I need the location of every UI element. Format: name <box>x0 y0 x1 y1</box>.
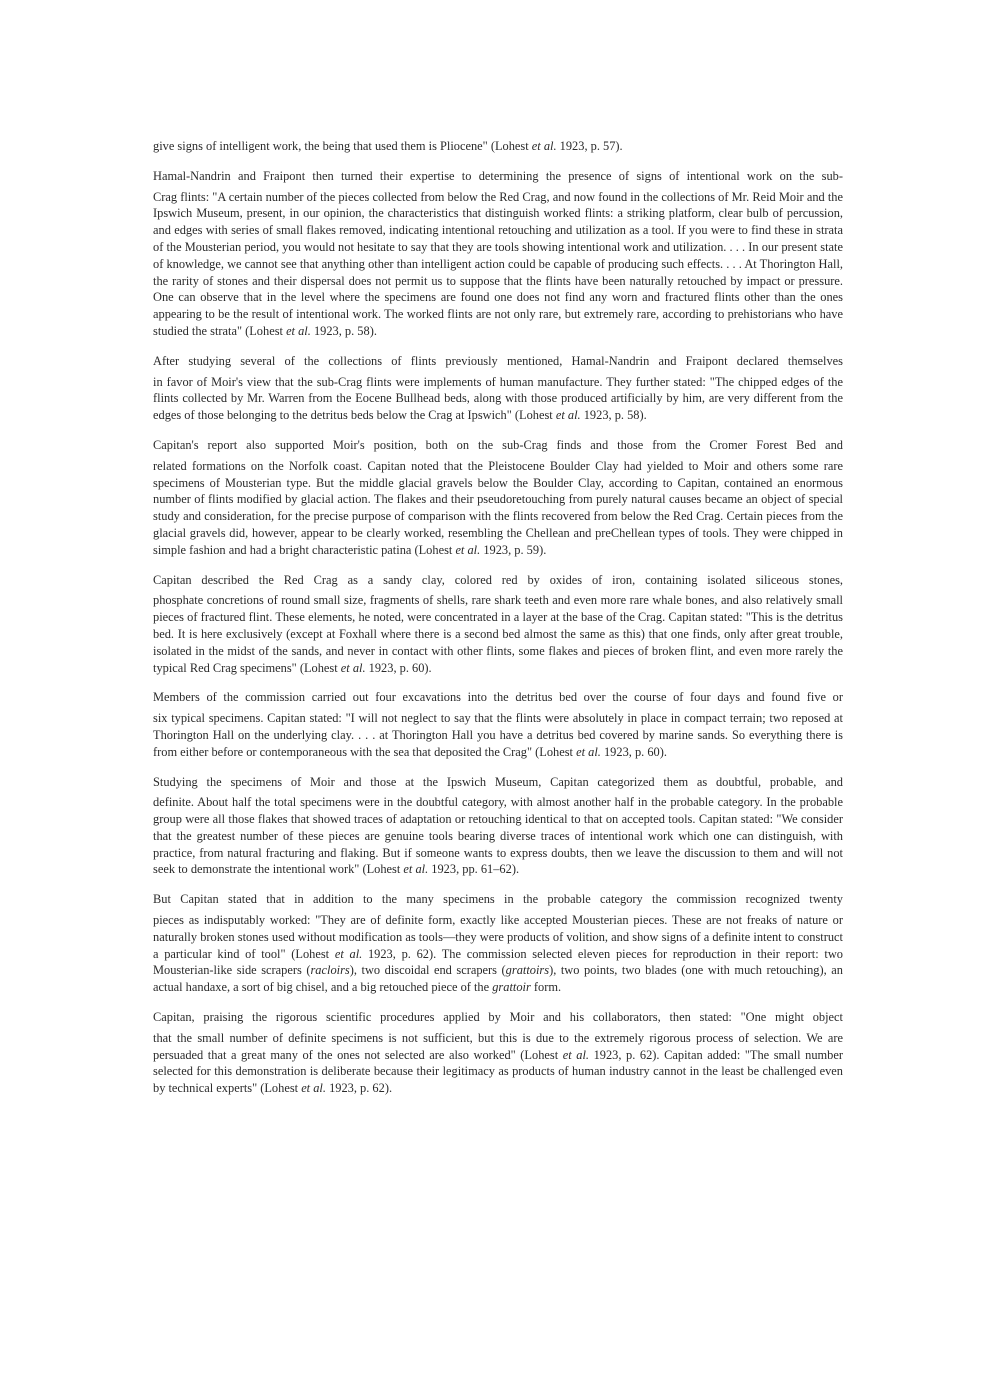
paragraph-first-line: After studying several of the collections of flints previously mentioned, Hamal-Nandrin and Fraipont declared themselves <box>153 353 843 368</box>
paragraph-collections-study <box>153 353 843 424</box>
paragraph-body: that the small number of definite specimens is not sufficient, but this is due to the extremely rigorous process of selection. We are persuaded that a great many of the ones not selected are also worked" (Lohest et al. 1923, p. 62). Capitan added: "The small number selected for this demonstration is deliberate because their legitimacy as products of human industry cannot in the least be challenged even by technical experts" (Lohest et al. 1923, p. 62). <box>153 1030 844 1096</box>
paragraph-excavations <box>153 689 843 760</box>
paragraph-body: Crag flints: "A certain number of the pieces collected from below the Red Crag, and now found in the collections of Mr. Reid Moir and the Ipswich Museum, present, in our opinion, the characteristics that distinguish worked flints: a striking platform, clear bulb of percussion, and edges with series of small flakes removed, indicating intentional retouching and utilization as a tool. If you were to find these in strata of the Mousterian period, you would not hesitate to say that they are tools showing intentional work and utilization. . . . In our present state of knowledge, we cannot see that anything other than intelligent action could be capable of producing such effects. . . . At Thorington Hall, the rarity of stones and their dispersal does not permit us to suppose that the flints have been naturally retouched by impact or pressure. One can observe that in the level where the specimens are found one does not find any worn and fractured flints other than the ones appearing to be the result of intentional work. The worked flints are not only rare, but extremely rare, according to prehistorians who have studied the strata" (Lohest et al. 1923, p. 58). <box>153 189 843 338</box>
paragraph-body: in favor of Moir's view that the sub-Crag flints were implements of human manufacture. They further stated: "The chipped edges of the flints collected by Mr. Warren from the Eocene Bullhead beds, along with those produced artificially by him, are very different from the edges of those belonging to the detritus beds below the Crag at Ipswich" (Lohest et al. 1923, p. 58). <box>153 374 843 423</box>
paragraph-body: related formations on the Norfolk coast. Capitan noted that the Pleistocene Boulder Clay had yielded to Moir and others some rare specimens of Mousterian type. But the middle glacial gravels below the Boulder Clay, according to Capitan, contained an enormous number of flints modified by glacial action. The flakes and their pseudoretouching from purely natural causes became an object of special study and consideration, for the precise purpose of comparison with the flints recovered from below the Red Crag. Certain pieces from the glacial gravels did, however, appear to be clearly worked, resembling the Chellean and preChellean types of tools. They were chipped in simple fashion and had a bright characteristic patina (Lohest et al. 1923, p. 59). <box>153 458 843 557</box>
paragraph-first-line: Capitan's report also supported Moir's position, both on the sub-Crag finds and those from the Cromer Forest Bed and <box>153 437 843 452</box>
paragraph-capitan-report <box>153 437 843 559</box>
paragraph-body: six typical specimens. Capitan stated: "I will not neglect to say that the flints were absolutely in place in compact terrain; two reposed at Thorington Hall on the underlying clay. . . . at Thorington Hall you have a detritus bed covered by marine sands. So everything there is from either before or contemporaneous with the sea that deposited the Crag" (Lohest et al. 1923, p. 60). <box>153 711 843 759</box>
paragraph-continuation <box>153 138 843 155</box>
paragraph-specimen-categories <box>153 774 843 879</box>
paragraph-rigorous-procedures <box>153 1009 843 1097</box>
paragraph-first-line: But Capitan stated that in addition to the many specimens in the probable category the commission recognized twenty <box>153 892 843 907</box>
paragraph-first-line: Capitan, praising the rigorous scientific procedures applied by Moir and his collaborators, then stated: "One might object <box>153 1010 843 1025</box>
paragraph-hamal-nandrin-fraipont <box>153 168 843 340</box>
paragraph-body: definite. About half the total specimens were in the doubtful category, with almost another half in the probable category. In the probable group were all those flakes that showed traces of adaptation or retouching identical to that on accepted tools. Capitan stated: "We consider that the greatest number of these pieces are genuine tools bearing diverse traces of intentional work which one can distinguish, with practice, from natural fracturing and flaking. But if someone wants to express doubts, then we leave the discussion to them and will not seek to demonstrate the intentional work" (Lohest et al. 1923, pp. 61–62). <box>153 795 843 877</box>
document-page <box>153 138 843 1110</box>
paragraph-first-line: give signs of intelligent work, the being that used them is Pliocene" (Lohest et al. 1923, p. 57). <box>153 139 623 153</box>
paragraph-first-line: Studying the specimens of Moir and those at the Ipswich Museum, Capitan categorized them as doubtful, probable, and <box>153 774 843 789</box>
paragraph-body: phosphate concretions of round small size, fragments of shells, rare shark teeth and even more rare whale bones, and also relatively small pieces of fractured flint. These elements, he noted, were concentrated in a layer at the base of the Crag. Capitan stated: "This is the detritus bed. It is here exclusively (except at Foxhall where there is a second bed almost the same as this) that one finds, only after great trouble, isolated in the midst of the sands, and never in contact with other flints, some flakes and pieces of broken flint, and even more rarely the typical Red Crag specimens" (Lohest et al. 1923, p. 60). <box>153 593 843 675</box>
paragraph-first-line: Capitan described the Red Crag as a sandy clay, colored red by oxides of iron, containing isolated siliceous stones, <box>153 572 843 587</box>
paragraph-first-line: Members of the commission carried out four excavations into the detritus bed over the course of four days and found five or <box>153 690 843 705</box>
paragraph-red-crag-description <box>153 572 843 677</box>
paragraph-twenty-pieces <box>153 891 843 996</box>
paragraph-body: pieces as indisputably worked: "They are of definite form, exactly like accepted Mousterian pieces. These are not freaks of nature or naturally broken stones used without modification as tools—they were products of volition, and show signs of a definite intent to construct a particular kind of tool" (Lohest et al. 1923, p. 62). The commission selected eleven pieces for reproduction in their report: two Mousterian-like side scrapers (racloirs), two discoidal end scrapers (grattoirs), two points, two blades (one with much retouching), an actual handaxe, a sort of big chisel, and a big retouched piece of the grattoir form. <box>153 913 843 995</box>
paragraph-first-line: Hamal-Nandrin and Fraipont then turned their expertise to determining the presence of signs of intentional work on the sub- <box>153 168 843 183</box>
